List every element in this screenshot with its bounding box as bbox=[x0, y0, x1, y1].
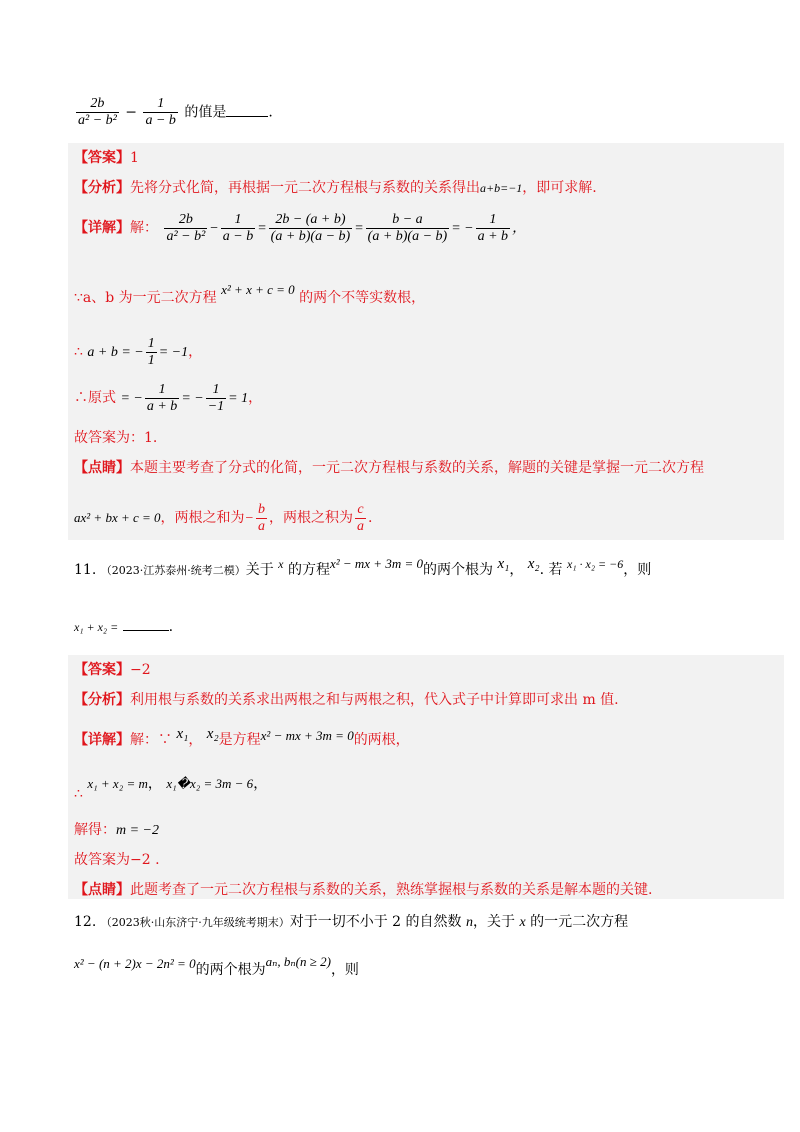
question-number: 12. bbox=[74, 914, 97, 930]
question-text: 关于 bbox=[245, 562, 274, 578]
fraction-numerator: b − a bbox=[366, 212, 450, 229]
q12-question-line bbox=[74, 912, 628, 933]
question-text: ，关于 bbox=[472, 914, 515, 930]
fraction-numerator: 1 bbox=[147, 336, 155, 352]
because-end: 的两个不等实数根， bbox=[299, 290, 426, 306]
fraction-denominator: (a + b)(a − b) bbox=[270, 229, 351, 245]
product-text: ，两根之积为 bbox=[268, 510, 353, 526]
fraction-denominator: a bbox=[257, 519, 265, 535]
question-source: （2023·江苏泰州·统考二模） bbox=[100, 564, 246, 577]
variable: x bbox=[519, 915, 526, 930]
q10-therefore-1 bbox=[74, 334, 202, 371]
because-text: ∵a、b 为一元二次方程 bbox=[74, 290, 217, 306]
comment-tag: 【点睛】 bbox=[74, 882, 130, 898]
q10-fraction-2 bbox=[143, 96, 177, 129]
sum-equation: x₁ + x₂ = m bbox=[87, 776, 148, 791]
fraction-numerator: 2b bbox=[164, 212, 207, 229]
q11-conclusion bbox=[74, 850, 160, 870]
therefore-symbol: ∴ bbox=[74, 786, 83, 802]
answer-tag: 【答案】 bbox=[74, 150, 130, 166]
fraction-numerator: 1 bbox=[143, 96, 177, 113]
analysis-text: 利用根与系数的关系求出两根之和与两根之积，代入式子中计算即可求出 m 值. bbox=[130, 692, 619, 708]
q11-therefore-line bbox=[74, 774, 268, 802]
fraction bbox=[164, 212, 207, 245]
fraction-denominator: a + b bbox=[477, 229, 509, 245]
detail-text: 是方程 bbox=[218, 732, 261, 748]
fraction bbox=[145, 382, 179, 415]
q10-question-text: 的值是 bbox=[184, 104, 227, 121]
detail-lead: 解：∵ bbox=[130, 732, 172, 748]
q10-because-line bbox=[74, 282, 426, 308]
variable: n bbox=[465, 915, 473, 930]
variable: x bbox=[278, 557, 284, 571]
fraction-numerator: b bbox=[257, 502, 265, 518]
fraction-denominator: a + b bbox=[146, 399, 178, 415]
therefore-symbol: ∴ bbox=[74, 344, 83, 360]
fraction-numerator: c bbox=[355, 502, 366, 519]
q10-therefore-2: ∴原式 = − $\frac{1}{a + b}$ = − $\frac{1}{-1}$ = 1， bbox=[74, 382, 263, 415]
root-variable: x₁ bbox=[176, 726, 189, 742]
fraction bbox=[146, 336, 157, 369]
q10-answer-line bbox=[74, 148, 139, 168]
answer-tag: 【答案】 bbox=[74, 662, 130, 678]
fraction-numerator: 2b bbox=[76, 96, 119, 113]
q10-analysis-line bbox=[74, 178, 597, 198]
q11-answer-line bbox=[74, 660, 151, 680]
q10-fraction-1 bbox=[76, 96, 119, 129]
fraction-numerator: 1 bbox=[476, 212, 510, 229]
fraction-denominator: a² − b² bbox=[166, 229, 206, 245]
q11-analysis-line bbox=[74, 690, 619, 710]
fraction-denominator: a − b bbox=[145, 113, 176, 128]
roots-notation: aₙ, bₙ(n ≥ 2) bbox=[265, 954, 331, 969]
fraction bbox=[221, 212, 255, 245]
q11-solve-line bbox=[74, 820, 159, 841]
minus-sign: − bbox=[125, 104, 138, 121]
sum-text: ，两根之和为 bbox=[160, 510, 245, 526]
solve-equation: m = −2 bbox=[116, 823, 160, 838]
solve-label: 解得： bbox=[74, 822, 116, 838]
comment-tag: 【点睛】 bbox=[74, 460, 130, 476]
fraction-numerator: 1 bbox=[206, 382, 226, 399]
root-variable: x₂ bbox=[527, 556, 540, 572]
question-text: 对于一切不小于 2 的自然数 bbox=[289, 914, 462, 930]
fraction bbox=[256, 502, 267, 535]
comma: ， bbox=[248, 390, 263, 406]
answer-value: 1 bbox=[130, 150, 139, 166]
question-text: 的方程 bbox=[287, 562, 330, 578]
q12-equation-line bbox=[74, 954, 359, 980]
comma: ， bbox=[253, 776, 268, 792]
q10-comment-line bbox=[74, 458, 704, 478]
product-equation: x₁�x₂ = 3m − 6 bbox=[166, 776, 254, 791]
equation-right: = −1 bbox=[158, 345, 189, 360]
question-text: 的两个根为 bbox=[195, 962, 266, 978]
question-text: ，则 bbox=[623, 562, 652, 578]
fraction bbox=[269, 212, 353, 245]
q11-comment-line bbox=[74, 880, 652, 900]
period: . bbox=[367, 510, 373, 526]
answer-value: −2 bbox=[130, 662, 151, 678]
period: . bbox=[168, 619, 174, 635]
q10-expression-line bbox=[74, 96, 273, 129]
q10-detail-equation: $\frac{2b}{\text{a² − b²}}$ − $\frac{1}{a - b}$ = $\frac{2b - (a + b)}{(a + b)(a - b)}$ = $\frac{b - a}{(a + b)(a - b)}$ = − $\frac{1}{a + b}$ ， bbox=[166, 212, 527, 245]
detail-lead: 解： bbox=[130, 220, 158, 236]
fraction-numerator: 1 bbox=[145, 382, 179, 399]
condition: x₁ · x₂ = −6 bbox=[567, 557, 624, 571]
fraction-denominator: (a + b)(a − b) bbox=[367, 229, 448, 245]
original-expression-label: ∴原式 bbox=[74, 390, 116, 406]
fraction-denominator: −1 bbox=[207, 399, 225, 415]
fraction-numerator: 1 bbox=[221, 212, 255, 229]
analysis-math: a+b=−1 bbox=[480, 181, 523, 195]
question-text: 的一元二次方程 bbox=[530, 914, 629, 930]
fraction-denominator: a² − b² bbox=[78, 113, 117, 128]
comma: ， bbox=[188, 344, 203, 360]
equation: x² − (n + 2)x − 2n² = 0 bbox=[74, 956, 196, 971]
fraction bbox=[366, 212, 450, 245]
fraction-denominator: a − b bbox=[222, 229, 254, 245]
detail-tag: 【详解】 bbox=[74, 732, 130, 748]
root-variable: x₂ bbox=[206, 726, 219, 742]
comma: ， bbox=[147, 776, 162, 792]
root-variable: x₁ bbox=[497, 556, 510, 572]
fraction-numerator: 2b − (a + b) bbox=[269, 212, 353, 229]
q10-comment-line-2: ax² + bx + c = 0，两根之和为− $\frac{b}{a}$ ，两根之积为 $\frac{c}{a}$ . bbox=[74, 502, 373, 535]
q10-conclusion bbox=[74, 428, 157, 448]
question-text: ，则 bbox=[330, 962, 359, 978]
fraction-denominator: 1 bbox=[147, 353, 155, 369]
question-text: . 若 bbox=[539, 562, 563, 578]
q10-detail-line bbox=[74, 210, 526, 247]
fraction bbox=[355, 502, 366, 535]
fraction bbox=[206, 382, 226, 415]
detail-tag: 【详解】 bbox=[74, 220, 130, 236]
equation: x² − mx + 3m = 0 bbox=[260, 728, 354, 743]
analysis-text: 先将分式化简，再根据一元二次方程根与系数的关系得出 bbox=[130, 180, 480, 196]
answer-blank bbox=[123, 616, 169, 631]
analysis-tag: 【分析】 bbox=[74, 180, 130, 196]
comment-text: 本题主要考查了分式的化简，一元二次方程根与系数的关系，解题的关键是掌握一元二次方程 bbox=[130, 460, 704, 476]
equation-left: a + b = − bbox=[87, 345, 144, 360]
question-source: （2023秋·山东济宁·九年级统考期末） bbox=[100, 916, 290, 929]
equation: x² − mx + 3m = 0 bbox=[329, 556, 423, 571]
detail-text: 的两根， bbox=[353, 732, 410, 748]
equation: ax² + bx + c = 0 bbox=[74, 510, 161, 525]
conclusion-text: 故答案为−2 . bbox=[74, 852, 160, 868]
fraction bbox=[476, 212, 510, 245]
answer-blank bbox=[226, 102, 268, 117]
fraction-denominator: a bbox=[356, 519, 364, 535]
q11-ask-line bbox=[74, 616, 173, 637]
question-number: 11. bbox=[74, 562, 97, 578]
analysis-tag: 【分析】 bbox=[74, 692, 130, 708]
period: . bbox=[268, 104, 273, 121]
comment-text: 此题考查了一元二次方程根与系数的关系，熟练掌握根与系数的关系是解本题的关键. bbox=[130, 882, 653, 898]
conclusion-text: 故答案为：1. bbox=[74, 430, 158, 446]
equation: x² + x + c = 0 bbox=[221, 282, 295, 297]
analysis-end: ，即可求解. bbox=[522, 180, 597, 196]
q11-detail-line: 【详解】解：∵ x₁， x₂是方程x² − mx + 3m = 0的两根， bbox=[74, 726, 410, 748]
question-text: 的两个根为 bbox=[422, 562, 493, 578]
equation-right: = 1 bbox=[228, 391, 249, 406]
q11-question-line: 11. （2023·江苏泰州·统考二模）关于 x 的方程x² − mx + 3m = 0的两个根为 x₁， x₂. 若 x₁ · x₂ = −6，则 bbox=[74, 556, 652, 578]
question-ask: x₁ + x₂ = bbox=[74, 620, 119, 634]
